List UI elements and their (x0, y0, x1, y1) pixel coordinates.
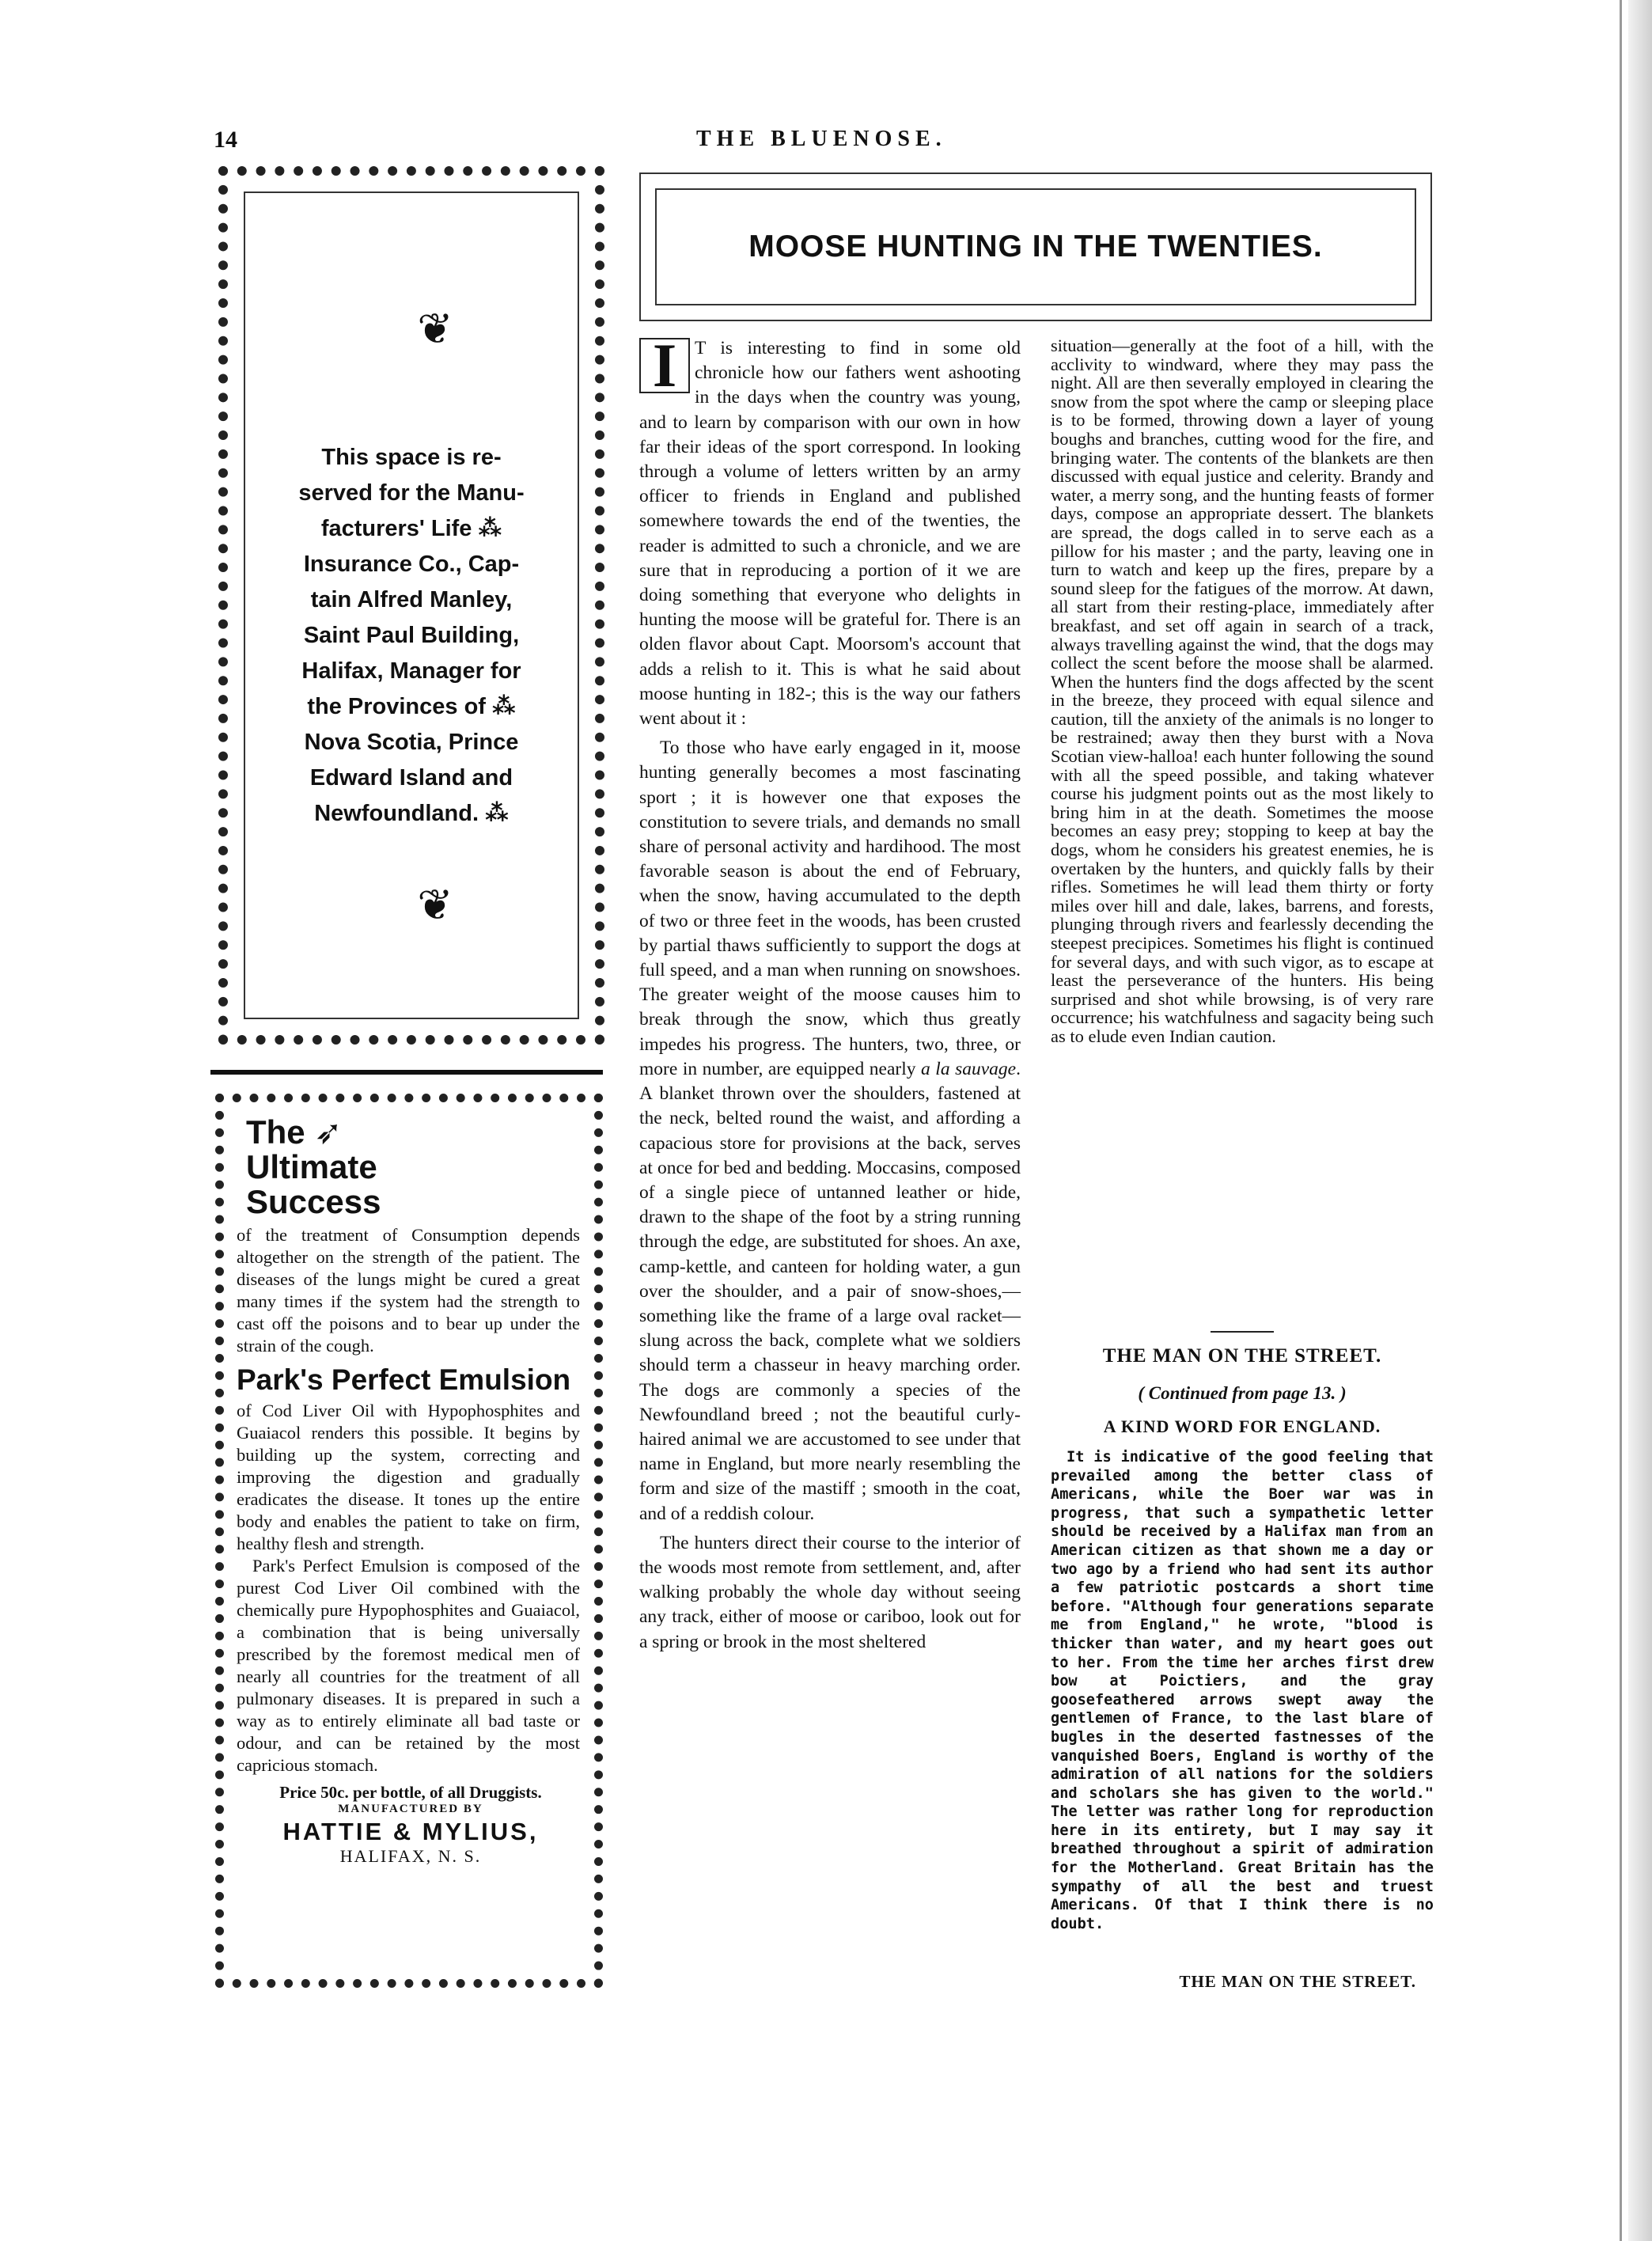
insurance-ad-line: Insurance Co., Cap- (303, 552, 520, 577)
article-column-right (1051, 336, 1434, 1046)
quill-flourish-icon: ➶ (305, 1113, 343, 1151)
street-subtitle: A KIND WORD FOR ENGLAND. (1103, 1416, 1381, 1436)
headline-word-ultimate: Ultimate (246, 1148, 377, 1185)
insurance-ad-inner-frame (244, 191, 579, 1019)
equipment-text-end: . A blanket thrown over the shoulders, fastened at the neck, belted round the waist, and affording a capacious store for provisions at the back, serves at once for bed and bedding. Moccasins, composed of a single piece of untanned leather or hide, drawn to the shape of the foot by a string running through the edge, are substituted for shoes. An axe, camp-kettle, and canteen for holding water, a gun over the shoulder, and a pair of snow-shoes,—something like the frame of a large oval racket—slung across the back, complete what we soldiers should term a chasseur in heavy marching order. The dogs are commonly a species of the Newfoundland breed ; not the beautiful curly-haired animal we are accustomed to see under that name in England, but more nearly resembling the form and size of the mastiff ; smooth in the coat, and of a reddish colour. (639, 1058, 1021, 1524)
emulsion-product-name: Park's Perfect Emulsion (237, 1363, 571, 1396)
manufactured-by-label: MANUFACTURED BY (338, 1803, 483, 1815)
street-section-title: THE MAN ON THE STREET. (1102, 1345, 1382, 1367)
insurance-ad-text (277, 440, 546, 832)
insurance-ad-line: Halifax, Manager for (301, 658, 521, 684)
article-paragraph-situation: situation—generally at the foot of a hill, with the acclivity to windward, where they may pass the night. All are then severally employed in clearing the snow from the spot where the camp or sleeping place is to be formed, throwing down a layer of young boughs and branches, cutting wood for the fire, and bringing water. The contents of the blankets are then discussed with equal justice and celerity. Brandy and water, a merry song, and the hunting feasts of former days, compose an appropriate dessert. The blankets are spread, the dogs called in to serve each as a pillow for his master ; and the party, leaving one in turn to watch and keep up the fires, prepare by a sound sleep for the fatigues of the morrow. At dawn, all start from their resting-place, immediately after breakfast, and set off again in search of a track, always travelling against the wind, that the dogs may collect the scent before the moose shall be alarmed. When the hunters find the dogs affected by the scent in the breeze, they proceed with equal silence and caution, till the anxiety of the animals is no longer to be restrained; away then they burst with a Nova Scotian view-halloa! each hunter following the sound with all the speed possible, and taking whatever course his judgment points out as the most likely to bring him in at the death. Sometimes the moose becomes an easy prey; stopping to keep at bay the dogs, whom he considers his greatest enemies, he is overtaken by the hunters, and quickly falls by their rifles. Sometimes he will lead them thirty or forty miles over hill and dale, lakes, barrens, and forests, plunging through rivers and fearlessly decending the steepest precipices. Sometimes his flight is continued for several days, and with such vigor, as to escape at least the perseverance of the hunters. His being surprised and shot while browsing, is of very rare occurrence; his watchfulness and sagacity being such as to elude even Indian caution. (1051, 336, 1434, 1046)
street-paragraph: It is indicative of the good feeling that prevailed among the better class of Americans, while the Boer war was in progress, that such a sympathetic letter should be received by a Halifax man from an American citizen as that shown me a day or two ago by a friend who had sent its author a few patriotic postcards a short time before. "Although four generations separate me from England," he wrote, "blood is thicker than water, and my heart goes out to her. From the time her arches first drew bow at Poictiers, and the gray goosefeathered arrows swept away the gentlemen of France, to the last blare of bugles in the deserted fastnesses of the vanquished Boers, England is worthy of the admiration of all nations for the soldiers and scholars she has given to the world." The letter was rather long for reproduction here in its entirety, but I may say it breathed throughout a spirit of admiration for the Motherland. Great Britain has the sympathy of all the best and truest Americans. Of that I think there is no doubt. (1051, 1449, 1434, 1932)
emulsion-intro: of the treatment of Consumption depends altogether on the strength of the patient. The diseases of the lungs might be cured a great many times if the system had the strength to cast off the poisons and to bear up under the strain of the cough. (237, 1225, 580, 1356)
headline-word-the: The (246, 1113, 305, 1151)
article-paragraph-course: The hunters direct their course to the interior of the woods most remote from settlement, and, after walking probably the whole day without seeing any track, either of moose or cariboo, look out for a spring or brook in the most sheltered (639, 1532, 1021, 1652)
headline-word-success: Success (246, 1183, 381, 1220)
drop-cap: I (639, 338, 690, 393)
emulsion-price: Price 50c. per bottle, of all Druggists. (279, 1783, 542, 1802)
insurance-ad-line: Nova Scotia, Prince (304, 730, 519, 755)
article-title: MOOSE HUNTING IN THE TWENTIES. (748, 229, 1323, 264)
emulsion-ad-content (237, 1112, 585, 1970)
publication-title: THE BLUENOSE. (696, 127, 947, 151)
page-edge (1628, 0, 1652, 2241)
page-number: 14 (214, 127, 237, 153)
manufacturer-name: HATTIE & MYLIUS, (282, 1818, 539, 1845)
floral-ornament-top-icon: ❦ (417, 305, 453, 353)
insurance-ad-line: Newfoundland. ⁂ (314, 801, 509, 826)
street-column (1051, 1448, 1434, 1933)
street-signature: THE MAN ON THE STREET. (1179, 1972, 1416, 1991)
equipment-text-start: To those who have early engaged in it, moose hunting generally becomes a most fascinating sport ; it is however one that exposes the constitution to severe trials, and demands no small share of personal activity and hardihood. The most favorable season is about the end of February, when the snow, having accumulated to the depth of two or three feet in the woods, has been crusted by partial thaws sufficiently to support the dogs at full speed, and a man when running on snowshoes. The greater weight of the moose causes him to break through the snow, which thus greatly impedes his progress. The hunters, two, three, or more in number, are equipped nearly (639, 738, 1021, 1079)
article-title-inner-frame (655, 188, 1416, 305)
insurance-ad-line: facturers' Life ⁂ (320, 516, 502, 541)
emulsion-advertisement (215, 1094, 603, 1988)
insurance-ad-line: tain Alfred Manley, (310, 587, 513, 612)
intro-text: T is interesting to find in some old chronicle how our fathers went ashooting in the days when the country was young, and to learn by comparison with our own in how far their ideas of the sport correspond. In looking through a volume of letters written by an army officer to friends in England and published somewhere towards the end of the twenties, the reader is admitted to such a chronicle, and we are sure that in reproducing a portion of it we are doing something that everyone who delights in hunting the moose will be grateful for. There is an olden flavor about Capt. Moorsom's account that adds a relish to it. This is what he said about moose hunting in 182-; this is the way our fathers went about it : (639, 338, 1021, 730)
insurance-ad-line: This space is re- (321, 445, 502, 470)
column-divider-rule (210, 1070, 603, 1075)
insurance-ad-line: Saint Paul Building, (303, 623, 520, 648)
emulsion-ad-headline (246, 1115, 585, 1219)
emulsion-description: of Cod Liver Oil with Hypophosphites and Guaiacol renders this possible. It begins by building up the system, correcting and improving the digestion and gradually eradicates the disease. It tones up the entire body and enables the patient to take on firm, healthy flesh and strength. (237, 1401, 580, 1553)
article-title-frame (639, 173, 1432, 321)
article-column-left (639, 331, 1021, 1655)
insurance-ad-line: the Provinces of ⁂ (307, 694, 516, 719)
insurance-advertisement (218, 166, 604, 1045)
emulsion-ad-body (237, 1224, 580, 1776)
section-separator-rule (1211, 1331, 1274, 1333)
article-paragraph-equipment (639, 736, 1021, 1526)
continued-note: ( Continued from page 13. ) (1138, 1383, 1347, 1403)
insurance-ad-line: served for the Manu- (298, 480, 525, 506)
article-paragraph-intro (639, 331, 1021, 731)
floral-ornament-bottom-icon: ❦ (417, 882, 453, 929)
manufacturer-city: HALIFAX, N. S. (339, 1846, 482, 1866)
italic-phrase: a la sauvage (921, 1058, 1017, 1079)
emulsion-composition: Park's Perfect Emulsion is composed of the purest Cod Liver Oil combined with the chemically pure Hypophosphites and Guaiacol, a combination that is being universally prescribed by the foremost medical men of nearly all countries for the treatment of all pulmonary diseases. It is prepared in such a way as to entirely eliminate all bad taste or odour, and can be retained by the most capricious stomach. (237, 1556, 580, 1775)
insurance-ad-line: Edward Island and (309, 765, 513, 791)
page-fold-line (1620, 0, 1622, 2241)
